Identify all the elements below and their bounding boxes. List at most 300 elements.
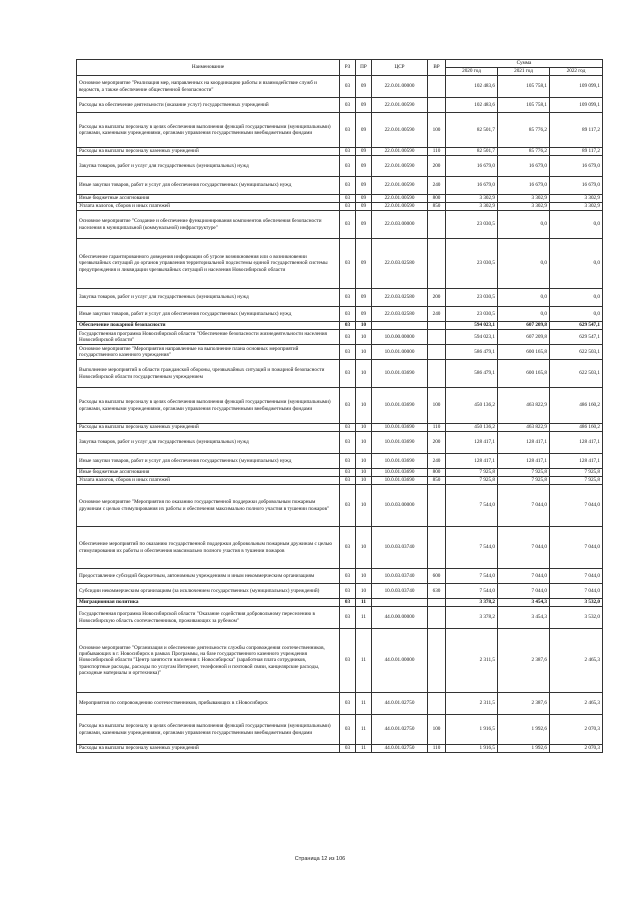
table-row (77, 745, 603, 753)
cell-2021: 105 758,1 (498, 98, 550, 113)
cell-2021: 1 992,6 (498, 745, 550, 753)
cell-rz: 03 (340, 527, 356, 569)
cell-2022: 89 117,2 (550, 113, 603, 148)
cell-2021: 85 776,2 (498, 148, 550, 156)
cell-csr: 10.0.01.03690 (372, 424, 428, 432)
cell-name: Государственная программа Новосибирской области "Обеспечение безопасности жизнедеятельности населения Новосибирской области" (77, 330, 340, 345)
cell-2020: 23 030,5 (446, 211, 498, 239)
table-row (77, 432, 603, 454)
cell-2020: 2 311,5 (446, 693, 498, 715)
cell-2022: 109 099,1 (550, 98, 603, 113)
cell-2021: 463 822,9 (498, 388, 550, 424)
cell-csr: 10.0.01.03690 (372, 388, 428, 424)
cell-2021: 607 209,8 (498, 322, 550, 330)
cell-pr: 10 (356, 345, 372, 360)
cell-pr: 09 (356, 211, 372, 239)
cell-csr: 22.0.01.00590 (372, 195, 428, 203)
cell-2021: 0,0 (498, 307, 550, 322)
cell-rz: 03 (340, 148, 356, 156)
cell-2020: 7 544,0 (446, 569, 498, 584)
cell-name: Расходы на выплаты персоналу в целях обеспечения выполнения функций государственными (муниципальными) органами, казенными учреждениями, органами управления государственными внебюджетными фондами (77, 715, 340, 745)
cell-2021: 3 454,3 (498, 599, 550, 607)
cell-name: Закупка товаров, работ и услуг для государственных (муниципальных) нужд (77, 432, 340, 454)
table-row (77, 113, 603, 148)
cell-rz: 03 (340, 693, 356, 715)
cell-name: Основное мероприятие "Мероприятия по оказанию государственной поддержки добровольным пожарным дружинам с целью стимулирования их работы и обеспечения максимально полного участия в тушении пожаров" (77, 485, 340, 527)
cell-csr: 44.0.01.02750 (372, 745, 428, 753)
cell-2022: 0,0 (550, 289, 603, 307)
table-row (77, 584, 603, 599)
header-rz: РЗ (340, 60, 356, 76)
cell-2021: 128 417,1 (498, 454, 550, 469)
cell-rz: 03 (340, 469, 356, 477)
cell-2020: 16 679,0 (446, 177, 498, 195)
cell-csr: 22.0.01.00590 (372, 113, 428, 148)
cell-csr: 10.0.03.03740 (372, 527, 428, 569)
cell-csr (372, 599, 428, 607)
cell-pr: 09 (356, 177, 372, 195)
cell-vr: 200 (428, 289, 446, 307)
cell-pr: 11 (356, 629, 372, 693)
cell-rz: 03 (340, 307, 356, 322)
cell-2022: 2 465,3 (550, 629, 603, 693)
cell-2021: 1 992,6 (498, 715, 550, 745)
cell-vr: 630 (428, 584, 446, 599)
table-row (77, 485, 603, 527)
cell-csr: 22.0.01.00000 (372, 76, 428, 98)
cell-csr: 10.0.00.00000 (372, 330, 428, 345)
cell-vr: 240 (428, 177, 446, 195)
cell-pr: 09 (356, 239, 372, 289)
cell-2021: 0,0 (498, 289, 550, 307)
cell-vr: 110 (428, 745, 446, 753)
cell-2020: 23 030,5 (446, 307, 498, 322)
cell-csr: 22.0.01.00590 (372, 177, 428, 195)
cell-2022: 0,0 (550, 307, 603, 322)
cell-vr (428, 345, 446, 360)
cell-name: Обеспечение гарантированного доведения информации об угрозе возникновения или о возникновении чрезвычайных ситуаций до органов управления территориальной подсистемы единой государственной системы предупреждения и ликвидации чрезвычайных ситуаций и населения Новосибирской области (77, 239, 340, 289)
cell-csr (372, 322, 428, 330)
cell-vr: 600 (428, 569, 446, 584)
cell-name: Государственная программа Новосибирской области "Оказание содействия добровольному переселению в Новосибирскую область соотечественников, проживающих за рубежом" (77, 607, 340, 629)
cell-csr: 10.0.01.03690 (372, 360, 428, 388)
cell-2022: 7 044,0 (550, 485, 603, 527)
cell-2021: 3 302,9 (498, 195, 550, 203)
cell-vr (428, 607, 446, 629)
cell-vr (428, 322, 446, 330)
cell-2020: 3 302,9 (446, 203, 498, 211)
table-row (77, 569, 603, 584)
cell-vr: 100 (428, 388, 446, 424)
cell-rz: 03 (340, 477, 356, 485)
cell-name: Закупка товаров, работ и услуг для государственных (муниципальных) нужд (77, 289, 340, 307)
cell-rz: 03 (340, 345, 356, 360)
table-row (77, 203, 603, 211)
cell-name: Иные бюджетные ассигнования (77, 195, 340, 203)
cell-name: Расходы на выплаты персоналу казенных учреждений (77, 148, 340, 156)
cell-pr: 09 (356, 156, 372, 177)
cell-pr: 10 (356, 469, 372, 477)
table-row (77, 148, 603, 156)
cell-2021: 7 925,8 (498, 477, 550, 485)
cell-csr: 22.0.03.02580 (372, 239, 428, 289)
cell-2020: 23 030,5 (446, 239, 498, 289)
header-year-2021: 2021 год (498, 68, 550, 76)
cell-vr (428, 211, 446, 239)
cell-2022: 0,0 (550, 239, 603, 289)
cell-2020: 1 916,5 (446, 715, 498, 745)
cell-2022: 128 417,1 (550, 454, 603, 469)
cell-2020: 594 023,1 (446, 330, 498, 345)
cell-rz: 03 (340, 360, 356, 388)
cell-rz: 03 (340, 745, 356, 753)
cell-2022: 7 925,8 (550, 469, 603, 477)
cell-pr: 09 (356, 307, 372, 322)
cell-csr: 10.0.03.03740 (372, 569, 428, 584)
cell-rz: 03 (340, 485, 356, 527)
table-row (77, 424, 603, 432)
cell-rz: 03 (340, 584, 356, 599)
cell-vr: 850 (428, 477, 446, 485)
cell-2020: 82 501,7 (446, 148, 498, 156)
table-row (77, 629, 603, 693)
cell-vr: 110 (428, 424, 446, 432)
table-row (77, 330, 603, 345)
cell-2021: 16 679,0 (498, 156, 550, 177)
cell-2022: 486 160,2 (550, 388, 603, 424)
cell-2022: 486 160,2 (550, 424, 603, 432)
cell-2021: 2 387,6 (498, 693, 550, 715)
cell-pr: 10 (356, 527, 372, 569)
cell-2020: 128 417,1 (446, 432, 498, 454)
cell-2021: 607 209,8 (498, 330, 550, 345)
cell-pr: 10 (356, 330, 372, 345)
cell-2020: 102 483,6 (446, 76, 498, 98)
cell-vr (428, 629, 446, 693)
cell-name: Миграционная политика (77, 599, 340, 607)
cell-2020: 450 136,2 (446, 424, 498, 432)
table-row (77, 239, 603, 289)
cell-2021: 600 165,8 (498, 345, 550, 360)
table-row (77, 322, 603, 330)
cell-rz: 03 (340, 177, 356, 195)
cell-2020: 7 544,0 (446, 584, 498, 599)
cell-2022: 3 302,9 (550, 203, 603, 211)
cell-vr: 800 (428, 469, 446, 477)
cell-2021: 463 822,9 (498, 424, 550, 432)
cell-rz: 03 (340, 432, 356, 454)
cell-csr: 22.0.01.00590 (372, 98, 428, 113)
cell-pr: 10 (356, 360, 372, 388)
cell-2021: 105 758,1 (498, 76, 550, 98)
table-row (77, 477, 603, 485)
table-row (77, 177, 603, 195)
cell-2020: 102 483,6 (446, 98, 498, 113)
cell-rz: 03 (340, 156, 356, 177)
cell-2021: 3 302,9 (498, 203, 550, 211)
cell-name: Расходы на обеспечение деятельности (оказание услуг) государственных учреждений (77, 98, 340, 113)
cell-rz: 03 (340, 607, 356, 629)
cell-pr: 10 (356, 388, 372, 424)
cell-name: Предоставление субсидий бюджетным, автономным учреждениям и иным некоммерческим организациям (77, 569, 340, 584)
header-year-2020: 2020 год (446, 68, 498, 76)
cell-csr: 10.0.03.03740 (372, 584, 428, 599)
cell-2020: 7 925,8 (446, 477, 498, 485)
cell-2022: 3 302,9 (550, 195, 603, 203)
cell-2021: 128 417,1 (498, 432, 550, 454)
cell-csr: 22.0.03.00000 (372, 211, 428, 239)
cell-rz: 03 (340, 211, 356, 239)
cell-2021: 7 044,0 (498, 584, 550, 599)
cell-csr: 44.0.01.00000 (372, 629, 428, 693)
cell-2020: 23 030,5 (446, 289, 498, 307)
cell-pr: 09 (356, 113, 372, 148)
cell-csr: 44.0.01.02750 (372, 715, 428, 745)
cell-name: Основное мероприятие "Мероприятия направленные на выполнение плана основных мероприятий государственного казенного учреждения" (77, 345, 340, 360)
cell-2021: 0,0 (498, 239, 550, 289)
table-row (77, 289, 603, 307)
cell-pr: 09 (356, 148, 372, 156)
page-number: Страница 12 из 106 (294, 856, 346, 862)
cell-2020: 7 544,0 (446, 485, 498, 527)
cell-rz: 03 (340, 322, 356, 330)
cell-rz: 03 (340, 195, 356, 203)
cell-2022: 3 532,0 (550, 599, 603, 607)
cell-vr: 200 (428, 156, 446, 177)
cell-vr (428, 485, 446, 527)
cell-name: Выполнение мероприятий в области гражданской обороны, чрезвычайных ситуаций и пожарной безопасности Новосибирской области государственным учреждением (77, 360, 340, 388)
cell-2020: 7 925,8 (446, 469, 498, 477)
document-page (76, 59, 602, 753)
cell-vr: 100 (428, 113, 446, 148)
cell-name: Мероприятия по сопровождению соотечественников, прибывающих в г.Новосибирск (77, 693, 340, 715)
cell-2021: 7 044,0 (498, 527, 550, 569)
cell-csr: 22.0.01.00590 (372, 156, 428, 177)
cell-rz: 03 (340, 289, 356, 307)
cell-2020: 3 378,2 (446, 607, 498, 629)
cell-name: Расходы на выплаты персоналу в целях обеспечения выполнения функций государственными (муниципальными) органами, казенными учреждениями, органами управления государственными внебюджетными фондами (77, 388, 340, 424)
cell-pr: 10 (356, 424, 372, 432)
table-row (77, 345, 603, 360)
cell-pr: 10 (356, 432, 372, 454)
budget-table (76, 59, 603, 753)
cell-2022: 629 547,1 (550, 330, 603, 345)
cell-2021: 3 454,3 (498, 607, 550, 629)
cell-csr: 22.0.01.00590 (372, 203, 428, 211)
cell-2022: 128 417,1 (550, 432, 603, 454)
table-row (77, 156, 603, 177)
cell-pr: 11 (356, 599, 372, 607)
cell-2020: 7 544,0 (446, 527, 498, 569)
cell-name: Иные закупки товаров, работ и услуг для обеспечения государственных (муниципальных) нужд (77, 307, 340, 322)
table-row (77, 607, 603, 629)
cell-csr: 10.0.01.03690 (372, 477, 428, 485)
cell-2020: 586 479,1 (446, 345, 498, 360)
table-row (77, 98, 603, 113)
cell-pr: 10 (356, 485, 372, 527)
table-row (77, 360, 603, 388)
cell-vr: 850 (428, 203, 446, 211)
cell-name: Расходы на выплаты персоналу казенных учреждений (77, 424, 340, 432)
cell-csr: 10.0.01.03690 (372, 432, 428, 454)
cell-vr (428, 360, 446, 388)
cell-pr: 11 (356, 607, 372, 629)
table-body (77, 76, 603, 753)
cell-csr: 44.0.00.00000 (372, 607, 428, 629)
cell-2022: 629 547,1 (550, 322, 603, 330)
table-row (77, 454, 603, 469)
cell-csr: 10.0.03.00000 (372, 485, 428, 527)
cell-rz: 03 (340, 203, 356, 211)
cell-2021: 16 679,0 (498, 177, 550, 195)
cell-2020: 82 501,7 (446, 113, 498, 148)
cell-rz: 03 (340, 98, 356, 113)
cell-2022: 2 070,3 (550, 715, 603, 745)
cell-rz: 03 (340, 239, 356, 289)
cell-2022: 89 117,2 (550, 148, 603, 156)
cell-2021: 7 044,0 (498, 485, 550, 527)
table-row (77, 388, 603, 424)
header-csr: ЦСР (372, 60, 428, 76)
cell-pr: 09 (356, 203, 372, 211)
cell-vr (428, 239, 446, 289)
cell-rz: 03 (340, 330, 356, 345)
table-row (77, 693, 603, 715)
cell-name: Уплата налогов, сборов и иных платежей (77, 203, 340, 211)
table-row (77, 599, 603, 607)
cell-2020: 1 916,5 (446, 745, 498, 753)
cell-2020: 594 023,1 (446, 322, 498, 330)
cell-pr: 09 (356, 289, 372, 307)
cell-pr: 11 (356, 715, 372, 745)
cell-2021: 0,0 (498, 211, 550, 239)
cell-rz: 03 (340, 424, 356, 432)
header-name: Наименование (77, 60, 340, 76)
table-row (77, 715, 603, 745)
cell-2021: 7 044,0 (498, 569, 550, 584)
table-row (77, 307, 603, 322)
cell-2021: 2 387,6 (498, 629, 550, 693)
header-sum: Сумма (446, 60, 603, 68)
cell-2022: 7 925,8 (550, 477, 603, 485)
cell-rz: 03 (340, 715, 356, 745)
cell-2022: 3 532,0 (550, 607, 603, 629)
cell-2022: 7 044,0 (550, 584, 603, 599)
cell-pr: 10 (356, 569, 372, 584)
cell-csr: 10.0.01.00000 (372, 345, 428, 360)
cell-name: Расходы на выплаты персоналу казенных учреждений (77, 745, 340, 753)
cell-2020: 2 311,5 (446, 629, 498, 693)
cell-vr: 800 (428, 195, 446, 203)
cell-2022: 16 679,0 (550, 177, 603, 195)
cell-csr: 22.0.03.02580 (372, 289, 428, 307)
cell-name: Уплата налогов, сборов и иных платежей (77, 477, 340, 485)
table-header-row (77, 60, 603, 68)
cell-vr (428, 76, 446, 98)
cell-2020: 586 479,1 (446, 360, 498, 388)
cell-rz: 03 (340, 388, 356, 424)
cell-vr (428, 98, 446, 113)
cell-pr: 10 (356, 584, 372, 599)
cell-vr: 240 (428, 454, 446, 469)
header-vr: ВР (428, 60, 446, 76)
cell-rz: 03 (340, 76, 356, 98)
cell-rz: 03 (340, 454, 356, 469)
cell-2022: 622 503,1 (550, 345, 603, 360)
cell-name: Основное мероприятие "Организация и обеспечение деятельности службы сопровождения соотечественников, прибывающих в г. Новосибирск в рамках Программы, на базе государственного казенного учреждения Новосибирской области "Центр занятости населения г. Новосибирска" (заработная плата сотрудников, транспортные расходы, расходы по услугам Интернет, телефонной и почтовой связи, канцелярские расходы, расходные материалы и оргтехника)" (77, 629, 340, 693)
cell-pr: 09 (356, 98, 372, 113)
cell-name: Расходы на выплаты персоналу в целях обеспечения выполнения функций государственными (муниципальными) органами, казенными учреждениями, органами управления государственными внебюджетными фондами (77, 113, 340, 148)
cell-name: Субсидии некоммерческим организациям (за исключением государственных (муниципальных) учреждений) (77, 584, 340, 599)
cell-csr: 10.0.01.03690 (372, 469, 428, 477)
cell-rz: 03 (340, 569, 356, 584)
cell-2022: 2 465,3 (550, 693, 603, 715)
header-year-2022: 2022 год (550, 68, 603, 76)
table-row (77, 469, 603, 477)
cell-rz: 03 (340, 113, 356, 148)
cell-2022: 16 679,0 (550, 156, 603, 177)
cell-name: Основное мероприятие "Реализация мер, направленных на координацию работы и взаимодействие служб и ведомств, а также обеспечение общественной безопасности" (77, 76, 340, 98)
cell-vr (428, 330, 446, 345)
cell-pr: 09 (356, 76, 372, 98)
table-row (77, 195, 603, 203)
cell-vr (428, 527, 446, 569)
cell-vr: 200 (428, 432, 446, 454)
table-row (77, 76, 603, 98)
cell-2020: 128 417,1 (446, 454, 498, 469)
cell-2020: 3 378,2 (446, 599, 498, 607)
cell-pr: 10 (356, 322, 372, 330)
cell-2021: 7 925,8 (498, 469, 550, 477)
table-row (77, 527, 603, 569)
cell-vr (428, 693, 446, 715)
cell-2022: 2 070,3 (550, 745, 603, 753)
cell-name: Закупка товаров, работ и услуг для государственных (муниципальных) нужд (77, 156, 340, 177)
cell-pr: 10 (356, 454, 372, 469)
cell-rz: 03 (340, 629, 356, 693)
cell-2020: 16 679,0 (446, 156, 498, 177)
table-row (77, 211, 603, 239)
cell-name: Иные бюджетные ассигнования (77, 469, 340, 477)
cell-name: Обеспечение мероприятий по оказанию государственной поддержки добровольным пожарным дружинам с целью стимулирования их работы и обеспечения максимально полного участия в тушении пожаров (77, 527, 340, 569)
header-pr: ПР (356, 60, 372, 76)
cell-pr: 10 (356, 477, 372, 485)
cell-2020: 3 302,9 (446, 195, 498, 203)
cell-2022: 7 044,0 (550, 569, 603, 584)
cell-rz: 03 (340, 599, 356, 607)
cell-vr (428, 599, 446, 607)
cell-name: Иные закупки товаров, работ и услуг для обеспечения государственных (муниципальных) нужд (77, 454, 340, 469)
cell-2022: 622 503,1 (550, 360, 603, 388)
cell-csr: 22.0.03.02580 (372, 307, 428, 322)
cell-pr: 11 (356, 693, 372, 715)
cell-csr: 22.0.01.00590 (372, 148, 428, 156)
cell-vr: 100 (428, 715, 446, 745)
cell-2021: 600 165,8 (498, 360, 550, 388)
cell-2021: 85 776,2 (498, 113, 550, 148)
cell-csr: 44.0.01.02750 (372, 693, 428, 715)
cell-name: Иные закупки товаров, работ и услуг для обеспечения государственных (муниципальных) нужд (77, 177, 340, 195)
cell-vr: 240 (428, 307, 446, 322)
cell-pr: 11 (356, 745, 372, 753)
cell-2022: 0,0 (550, 211, 603, 239)
cell-name: Основное мероприятие "Создание и обеспечение функционирования компонентов обеспечения безопасности населения в муниципальной (коммунальной) инфраструктуре" (77, 211, 340, 239)
cell-vr: 110 (428, 148, 446, 156)
cell-2022: 109 099,1 (550, 76, 603, 98)
cell-2020: 450 136,2 (446, 388, 498, 424)
cell-pr: 09 (356, 195, 372, 203)
cell-csr: 10.0.01.03690 (372, 454, 428, 469)
